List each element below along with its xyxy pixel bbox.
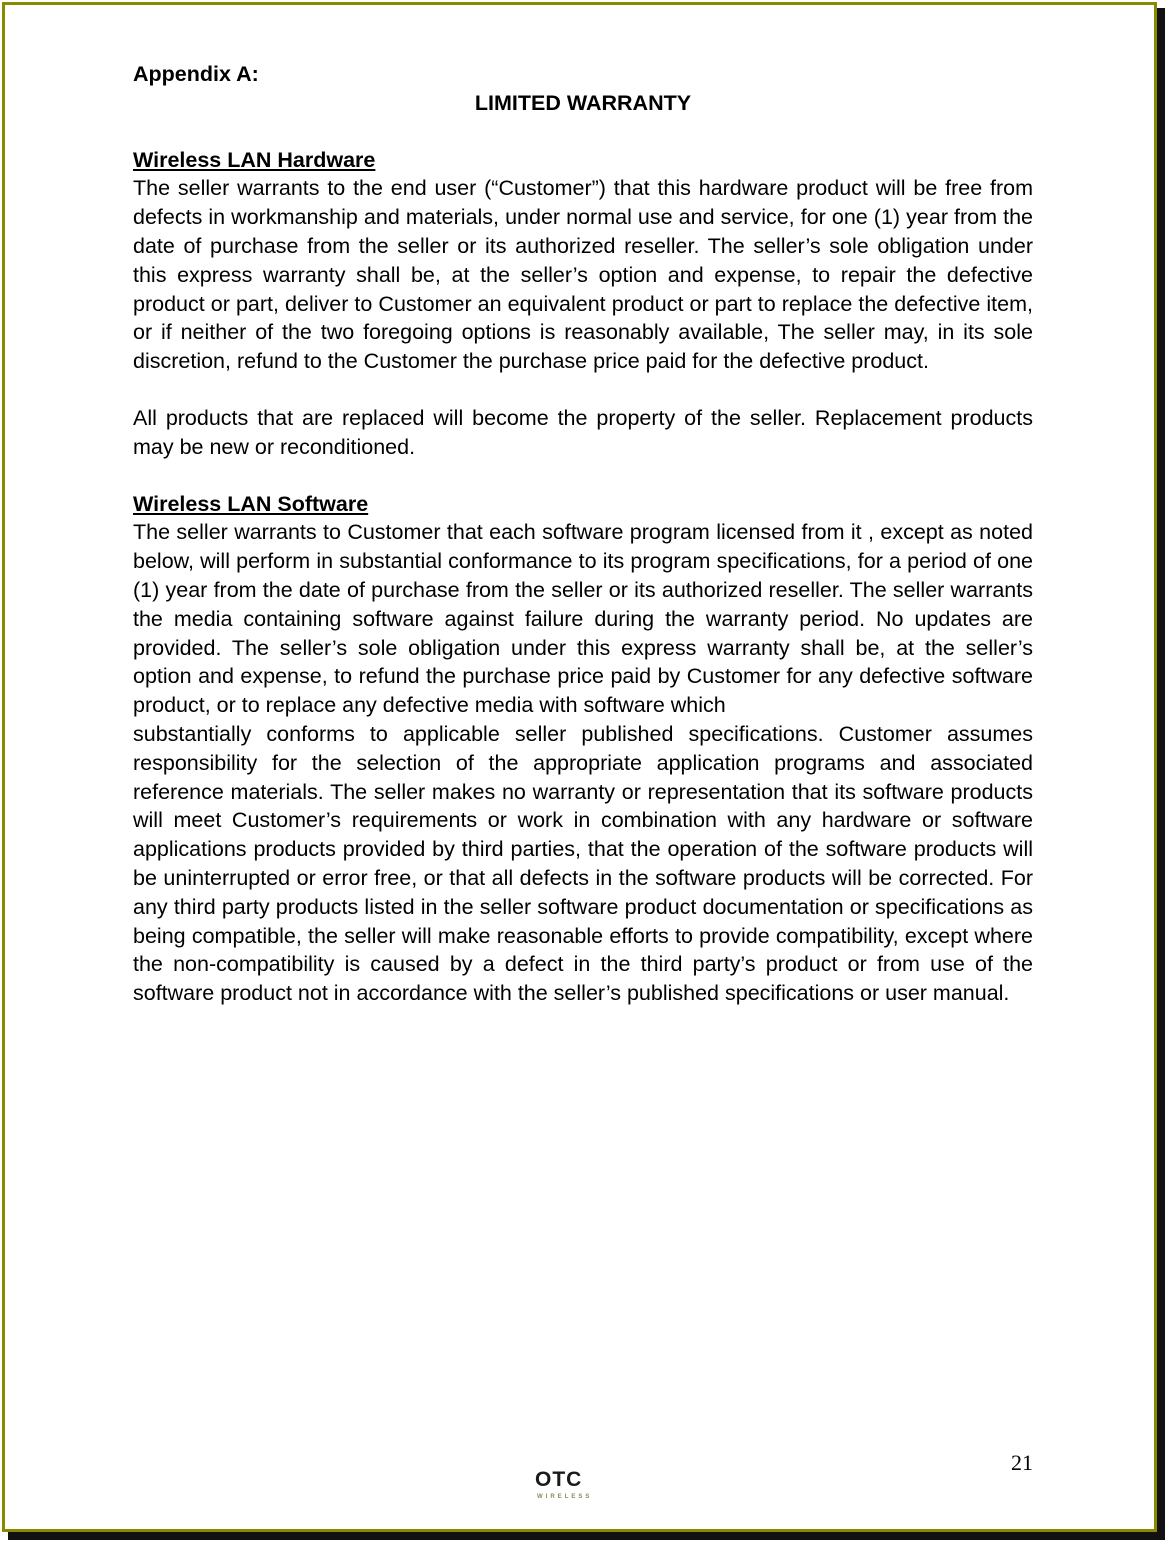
page-number: 21 (1011, 1450, 1033, 1475)
section-heading-software: Wireless LAN Software (133, 491, 369, 516)
section-heading-hardware: Wireless LAN Hardware (133, 147, 376, 172)
hardware-warranty-paragraph: The seller warrants to the end user (“Customer”) that this hardware product will be free from defects in workmanship and materials, under normal use and service, for one (1) year from the date of purchase from the seller or its authorized reseller. The seller’s sole obligation under this express warranty shall be, at the seller’s option and expense, to repair the defective product or part, deliver to Customer an equivalent product or part to replace the defective item, or if neither of the two foregoing options is reasonably available, The seller may, in its sole discretion, refund to the Customer the purchase price paid for the defective product. (133, 176, 1033, 374)
logo-subtext: WIRELESS (537, 1494, 593, 1500)
page-title: LIMITED WARRANTY (474, 90, 692, 115)
appendix-label: Appendix A: (133, 62, 259, 86)
otc-wireless-logo (535, 1467, 599, 1501)
software-warranty-paragraph: The seller warrants to Customer that each software program licensed from it , except as noted below, will perform in substantial conformance to its program specifications, for a period of one (1) year from the date of purchase from the seller or its authorized reseller. The seller warrants the media containing software against failure during the warranty period. No updates are provided. The seller’s sole obligation under this express warranty shall be, at the seller’s option and expense, to refund the purchase price paid by Customer for any defective software product, or to replace any defective media with software which (133, 520, 1033, 718)
replacement-paragraph: All products that are replaced will become the property of the seller. Replacement products may be new or reconditioned. (133, 405, 1033, 459)
logo-text: OTC (535, 1468, 583, 1491)
software-conformance-paragraph: substantially conforms to applicable seller published specifications. Customer assumes responsibility for the selection of the appropriate application programs and associated reference materials. The seller makes no warranty or representation that its software products will meet Customer’s requirements or work in combination with any hardware or software applications products provided by third parties, that the operation of the software products will be uninterrupted or error free, or that all defects in the software products will be corrected. For any third party products listed in the seller software product documentation or specifications as being compatible, the seller will make reasonable efforts to provide compatibility, except where the non-compatibility is caused by a defect in the third party’s product or from use of the software product not in accordance with the seller’s published specifications or user manual. (133, 721, 1033, 1006)
page-shadow-bottom (8, 1532, 1165, 1540)
page-shadow-right (1157, 8, 1165, 1538)
document-body (133, 60, 1033, 1036)
